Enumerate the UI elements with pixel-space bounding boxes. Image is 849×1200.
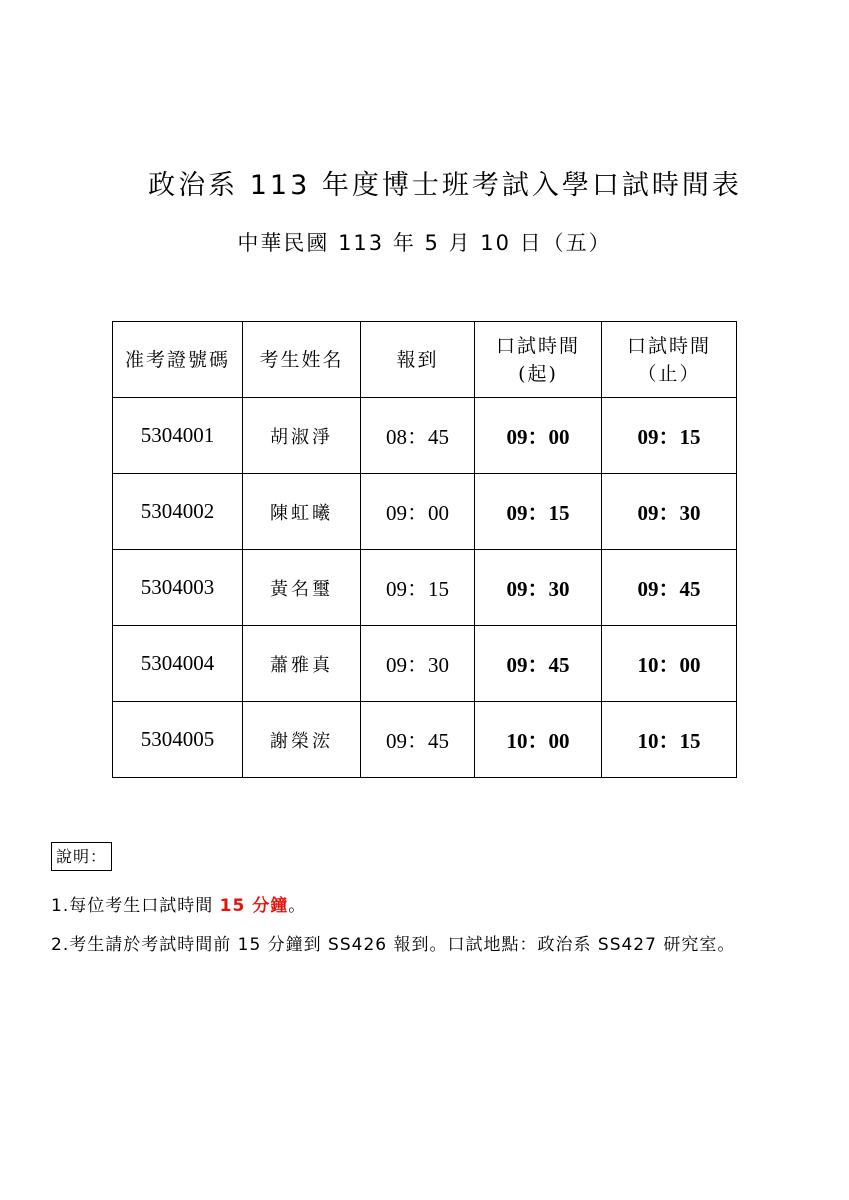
checkin-time-cell: 09：00 (361, 474, 475, 550)
table-row (113, 398, 737, 474)
header-start-suffix: (起) (518, 362, 558, 385)
candidate-name-cell: 陳虹曦 (243, 474, 361, 550)
start-time-cell: 09：30 (475, 550, 602, 626)
candidate-name-cell: 黃名璽 (243, 550, 361, 626)
document-title: 政治系 113 年度博士班考試入學口試時間表 (148, 170, 742, 201)
end-time-cell: 09：15 (602, 398, 737, 474)
note-item-1 (51, 893, 306, 919)
candidate-name-cell: 蕭雅真 (243, 626, 361, 702)
header-start-time (475, 322, 602, 398)
exam-id-cell: 5304005 (113, 702, 243, 778)
checkin-time-cell: 09：30 (361, 626, 475, 702)
start-time-cell: 09：45 (475, 626, 602, 702)
exam-id-cell: 5304004 (113, 626, 243, 702)
header-exam-id: 准考證號碼 (113, 322, 243, 398)
exam-id-cell: 5304002 (113, 474, 243, 550)
notes-label: 說明： (51, 842, 112, 871)
checkin-time-cell: 09：15 (361, 550, 475, 626)
end-time-cell: 09：30 (602, 474, 737, 550)
table-row (113, 474, 737, 550)
end-time-cell: 09：45 (602, 550, 737, 626)
header-end-label: 口試時間 (626, 334, 711, 357)
header-candidate-name: 考生姓名 (243, 322, 361, 398)
note-item-1-prefix: 1.每位考生口試時間 (51, 896, 214, 916)
candidate-name-cell: 謝榮浤 (243, 702, 361, 778)
checkin-time-cell: 08：45 (361, 398, 475, 474)
note-item-2: 2.考生請於考試時間前 15 分鐘到 SS426 報到。口試地點：政治系 SS427 研究室。 (51, 935, 736, 955)
end-time-cell: 10：15 (602, 702, 737, 778)
header-end-time (602, 322, 737, 398)
interview-schedule-table (112, 321, 737, 778)
header-checkin: 報到 (361, 322, 475, 398)
note-item-1-suffix: 。 (288, 896, 307, 916)
exam-id-cell: 5304001 (113, 398, 243, 474)
table-row (113, 702, 737, 778)
exam-id-cell: 5304003 (113, 550, 243, 626)
start-time-cell: 09：15 (475, 474, 602, 550)
candidate-name-cell: 胡淑淨 (243, 398, 361, 474)
checkin-time-cell: 09：45 (361, 702, 475, 778)
header-start-label: 口試時間 (495, 334, 580, 357)
header-end-suffix: （止） (637, 362, 701, 385)
table-row (113, 626, 737, 702)
table-row (113, 550, 737, 626)
table-header-row (113, 322, 737, 398)
start-time-cell: 10：00 (475, 702, 602, 778)
end-time-cell: 10：00 (602, 626, 737, 702)
start-time-cell: 09：00 (475, 398, 602, 474)
document-date: 中華民國 113 年 5 月 10 日（五） (237, 231, 612, 255)
note-item-1-highlight: 15 分鐘 (219, 896, 289, 916)
